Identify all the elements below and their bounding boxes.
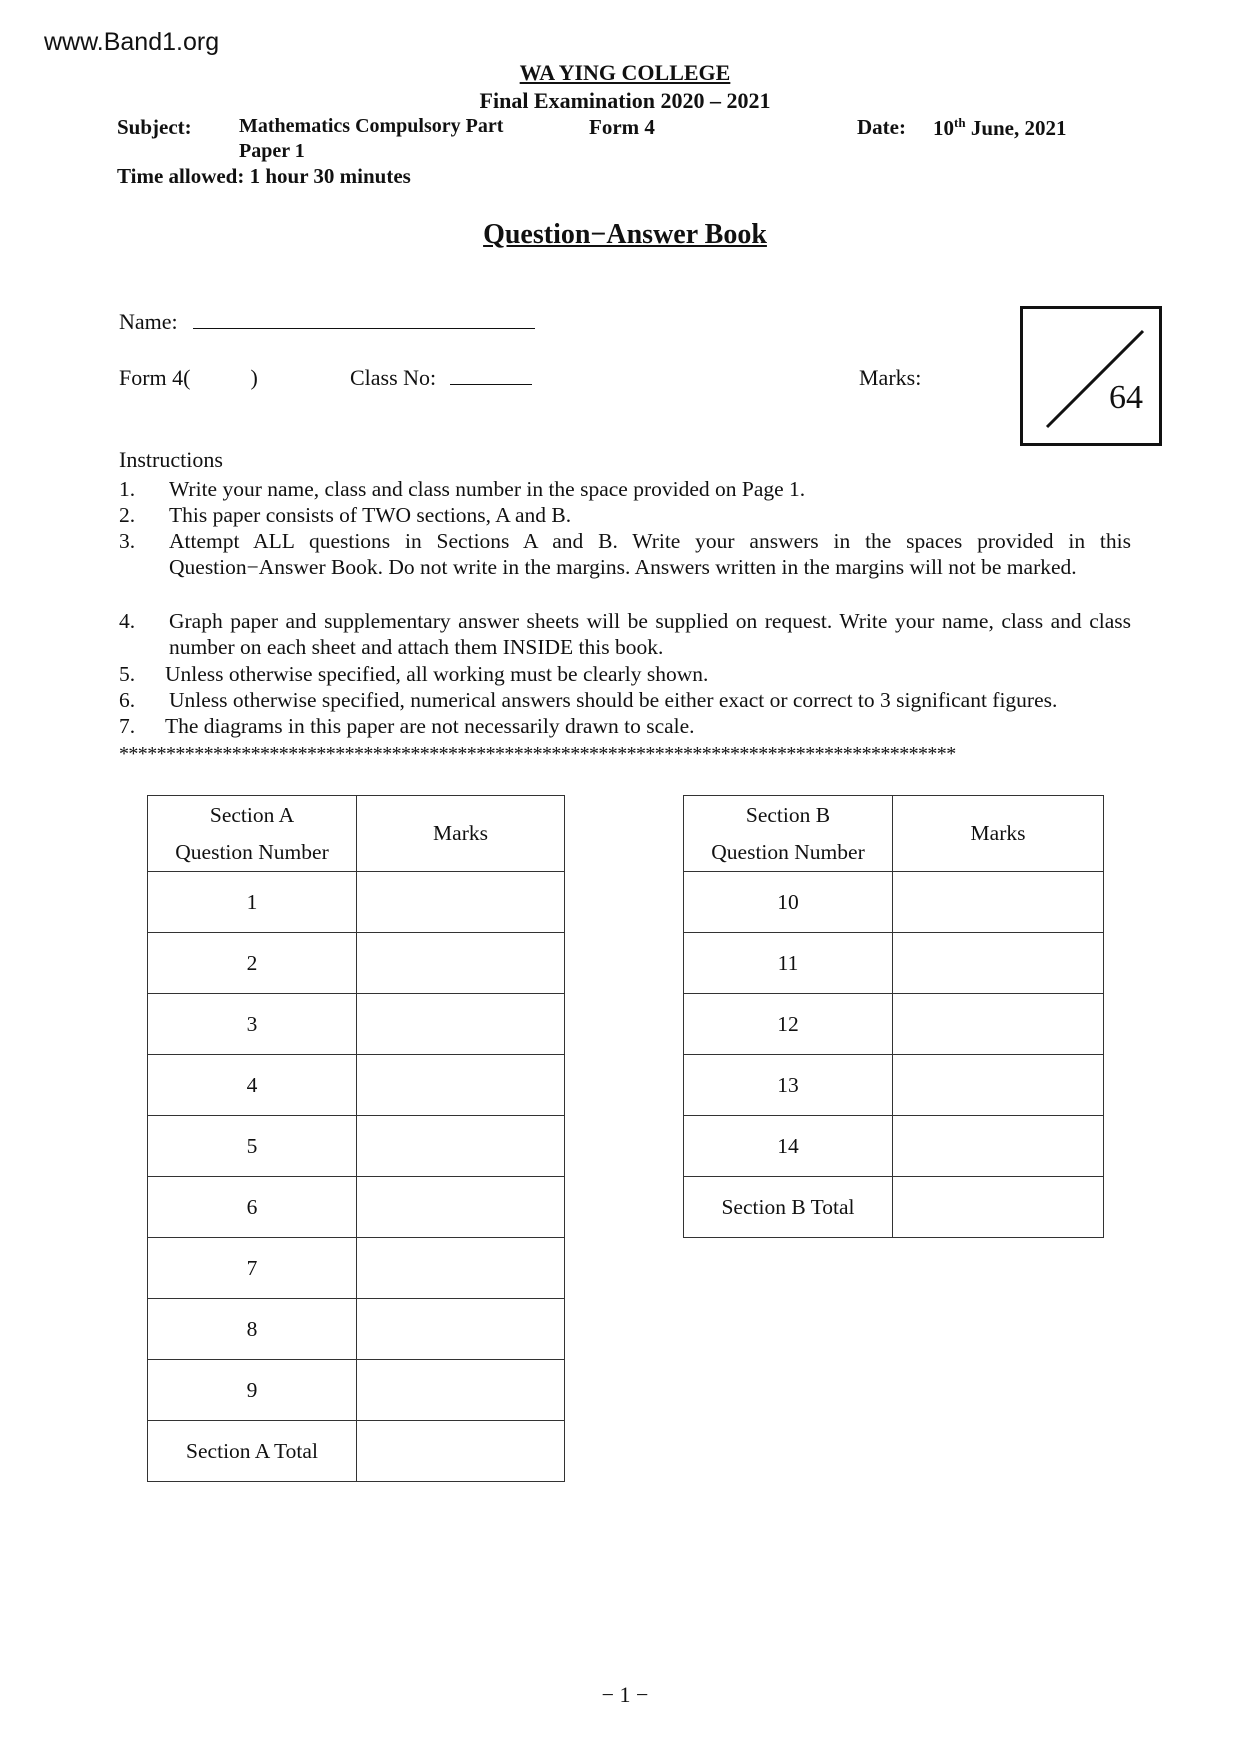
instruction-number: 6. [119,688,136,712]
exam-date [933,115,1067,141]
total-label: Section B Total [684,1177,893,1238]
question-number: 10 [684,872,893,933]
question-number: 4 [148,1055,357,1116]
question-number: 9 [148,1360,357,1421]
section-a-header [148,796,357,872]
instructions-title: Instructions [119,447,223,472]
instruction-text: Unless otherwise specified, all working must be clearly shown. [165,662,709,686]
name-input-line[interactable] [193,310,535,329]
marks-cell[interactable] [893,933,1104,994]
marks-cell[interactable] [357,1238,565,1299]
marks-cell[interactable] [357,994,565,1055]
table-row [148,1116,565,1177]
table-row [148,1299,565,1360]
instruction-number: 2. [119,503,136,527]
paper-number: Paper 1 [239,140,305,162]
date-suffix: th [954,115,966,130]
question-number-header: Question Number [711,839,865,864]
question-number: 5 [148,1116,357,1177]
section-a-total-row [148,1421,565,1482]
table-row [148,872,565,933]
question-number: 2 [148,933,357,994]
subject-label: Subject: [117,115,192,139]
class-no-field [350,365,532,391]
class-no-label: Class No: [350,365,437,390]
time-allowed: Time allowed: 1 hour 30 minutes [117,164,411,188]
total-marks-cell[interactable] [893,1177,1104,1238]
table-row [148,933,565,994]
table-row [148,1055,565,1116]
total-marks-cell[interactable] [357,1421,565,1482]
table-row [148,1238,565,1299]
instruction-text: Graph paper and supplementary answer sheets will be supplied on request. Write your name, class and class number on each sheet and attach them INSIDE this book. [169,609,1131,659]
table-header-row [684,796,1104,872]
table-header-row [148,796,565,872]
marks-header: Marks [357,796,565,872]
separator-line: ***************************************************************************************** [119,743,956,765]
question-number: 8 [148,1299,357,1360]
marks-header: Marks [893,796,1104,872]
page-number: − 1 − [601,1682,649,1707]
instruction-number: 3. [119,529,136,553]
table-row [148,994,565,1055]
instruction-text: Unless otherwise specified, numerical answers should be either exact or correct to 3 significant figures. [169,688,1058,712]
marks-cell[interactable] [357,1116,565,1177]
form-label: Form 4( [119,365,191,390]
total-label: Section A Total [148,1421,357,1482]
table-row [684,1116,1104,1177]
marks-label: Marks: [859,365,922,390]
marks-total: 64 [1109,379,1143,416]
date-day: 10 [933,116,954,140]
instruction-text: Write your name, class and class number in the space provided on Page 1. [169,477,806,501]
marks-box[interactable] [1020,306,1162,446]
question-number: 12 [684,994,893,1055]
name-field-row [119,309,535,335]
fraction-slash-icon [1023,309,1159,443]
marks-cell[interactable] [357,1055,565,1116]
instruction-number: 1. [119,477,136,501]
section-a-title: Section A [209,802,295,827]
instruction-text: The diagrams in this paper are not necessarily drawn to scale. [165,714,695,738]
question-number: 11 [684,933,893,994]
table-row [684,872,1104,933]
watermark-site: www.Band1.org [44,28,220,56]
marks-cell[interactable] [893,994,1104,1055]
date-month-year: June, 2021 [965,116,1067,140]
form-close-paren: ) [250,365,258,390]
section-a-marks-table [147,795,565,1482]
exam-title: Final Examination 2020 – 2021 [479,88,771,113]
marks-cell[interactable] [357,1299,565,1360]
marks-cell[interactable] [357,872,565,933]
table-row [684,994,1104,1055]
instruction-number: 4. [119,609,136,633]
marks-cell[interactable] [357,1360,565,1421]
marks-cell[interactable] [357,933,565,994]
marks-cell[interactable] [893,1055,1104,1116]
section-b-total-row [684,1177,1104,1238]
question-number: 6 [148,1177,357,1238]
instruction-text: This paper consists of TWO sections, A and B. [169,503,572,527]
subject-value: Mathematics Compulsory Part [239,115,504,137]
question-number: 14 [684,1116,893,1177]
table-row [684,1055,1104,1116]
instruction-number: 7. [119,714,136,738]
question-number: 1 [148,872,357,933]
section-b-header [684,796,893,872]
instruction-text: Attempt ALL questions in Sections A and B. Write your answers in the spaces provided in this Question−Answer Book. Do not write in the margins. Answers written in the margins will not be marked. [169,529,1131,579]
form-level: Form 4 [589,115,655,139]
date-label: Date: [857,115,906,139]
question-number: 3 [148,994,357,1055]
table-row [148,1360,565,1421]
marks-cell[interactable] [893,1116,1104,1177]
question-number: 7 [148,1238,357,1299]
college-name: WA YING COLLEGE [519,60,731,85]
marks-cell[interactable] [357,1177,565,1238]
class-no-input-line[interactable] [450,366,532,385]
table-row [148,1177,565,1238]
page-title: Question−Answer Book [483,219,767,250]
question-number: 13 [684,1055,893,1116]
table-row [684,933,1104,994]
instructions-list [119,476,1132,746]
form-field [119,365,258,391]
question-number-header: Question Number [175,839,329,864]
section-b-title: Section B [745,802,831,827]
section-b-marks-table [683,795,1104,1238]
marks-cell[interactable] [893,872,1104,933]
name-label: Name: [119,309,178,334]
instruction-number: 5. [119,662,136,686]
